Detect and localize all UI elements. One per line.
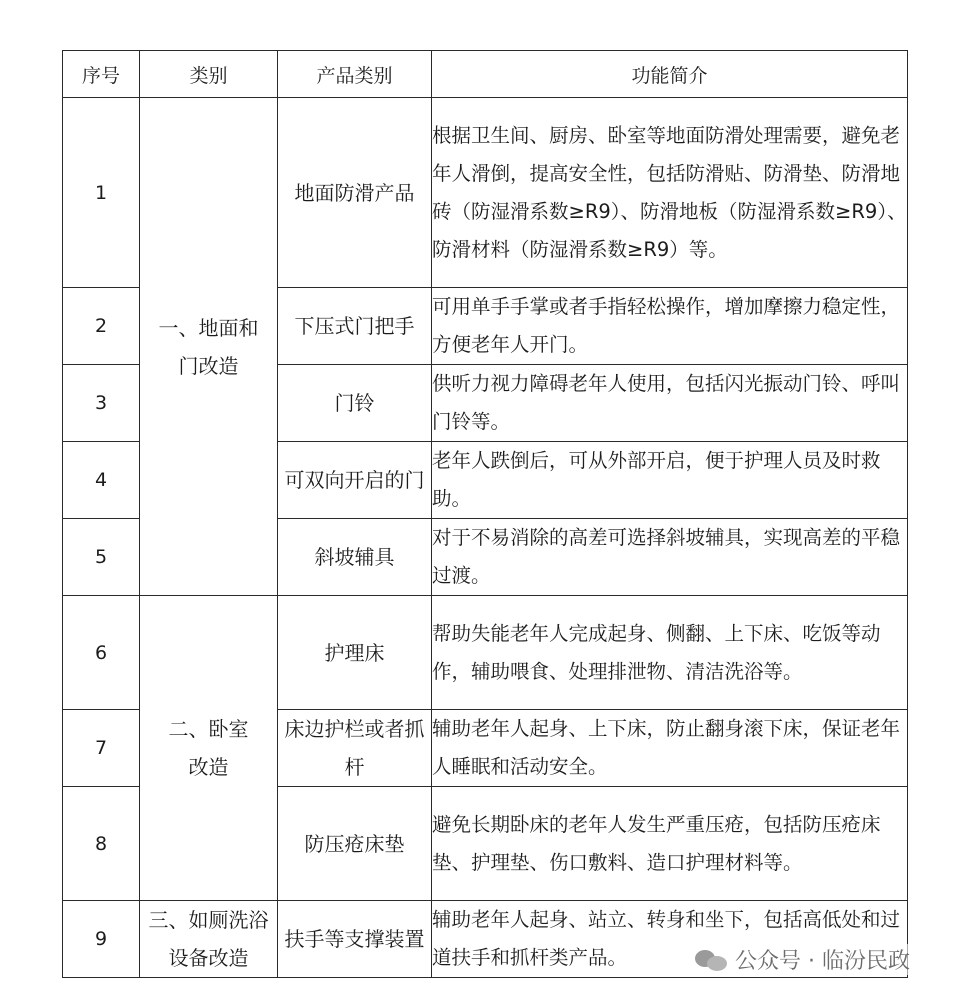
table-row	[63, 98, 908, 288]
watermark-text: 公众号 · 临汾民政	[735, 949, 910, 974]
row-number: 3	[63, 365, 140, 442]
product-cell: 门铃	[278, 365, 432, 442]
row-number: 7	[63, 710, 140, 787]
product-cell: 扶手等支撑装置	[278, 901, 432, 978]
header-category: 类别	[140, 51, 278, 98]
header-num: 序号	[63, 51, 140, 98]
product-cell: 下压式门把手	[278, 288, 432, 365]
product-cell: 床边护栏或者抓杆	[278, 710, 432, 787]
header-product: 产品类别	[278, 51, 432, 98]
product-cell: 地面防滑产品	[278, 98, 432, 288]
row-number: 6	[63, 596, 140, 710]
description-cell: 辅助老年人起身、站立、转身和坐下，包括高低处和过道扶手和抓杆类产品。	[432, 901, 908, 978]
product-cell: 可双向开启的门	[278, 442, 432, 519]
wechat-icon	[695, 948, 729, 972]
description-cell: 根据卫生间、厨房、卧室等地面防滑处理需要，避免老年人滑倒，提高安全性，包括防滑贴、防滑垫、防滑地砖（防湿滑系数≥R9）、防滑地板（防湿滑系数≥R9）、防滑材料（防湿滑系数≥R9）等。	[432, 98, 908, 288]
category-cell: 二、卧室改造	[140, 596, 278, 901]
description-cell: 避免长期卧床的老年人发生严重压疮，包括防压疮床垫、护理垫、伤口敷料、造口护理材料等。	[432, 787, 908, 901]
product-cell: 斜坡辅具	[278, 519, 432, 596]
category-cell: 一、地面和门改造	[140, 98, 278, 596]
description-cell: 供听力视力障碍老年人使用，包括闪光振动门铃、呼叫门铃等。	[432, 365, 908, 442]
description-cell: 对于不易消除的高差可选择斜坡辅具，实现高差的平稳过渡。	[432, 519, 908, 596]
category-cell: 三、如厕洗浴设备改造	[140, 901, 278, 978]
product-cell: 防压疮床垫	[278, 787, 432, 901]
row-number: 1	[63, 98, 140, 288]
watermark	[695, 944, 910, 975]
description-cell: 帮助失能老年人完成起身、侧翻、上下床、吃饭等动作，辅助喂食、处理排泄物、清洁洗浴等。	[432, 596, 908, 710]
description-cell: 辅助老年人起身、上下床，防止翻身滚下床，保证老年人睡眠和活动安全。	[432, 710, 908, 787]
header-description: 功能简介	[432, 51, 908, 98]
row-number: 2	[63, 288, 140, 365]
row-number: 8	[63, 787, 140, 901]
header-row	[63, 51, 908, 98]
row-number: 9	[63, 901, 140, 978]
table-row	[63, 596, 908, 710]
description-cell: 可用单手手掌或者手指轻松操作，增加摩擦力稳定性，方便老年人开门。	[432, 288, 908, 365]
row-number: 4	[63, 442, 140, 519]
product-cell: 护理床	[278, 596, 432, 710]
description-cell: 老年人跌倒后，可从外部开启，便于护理人员及时救助。	[432, 442, 908, 519]
row-number: 5	[63, 519, 140, 596]
product-table	[62, 50, 908, 978]
